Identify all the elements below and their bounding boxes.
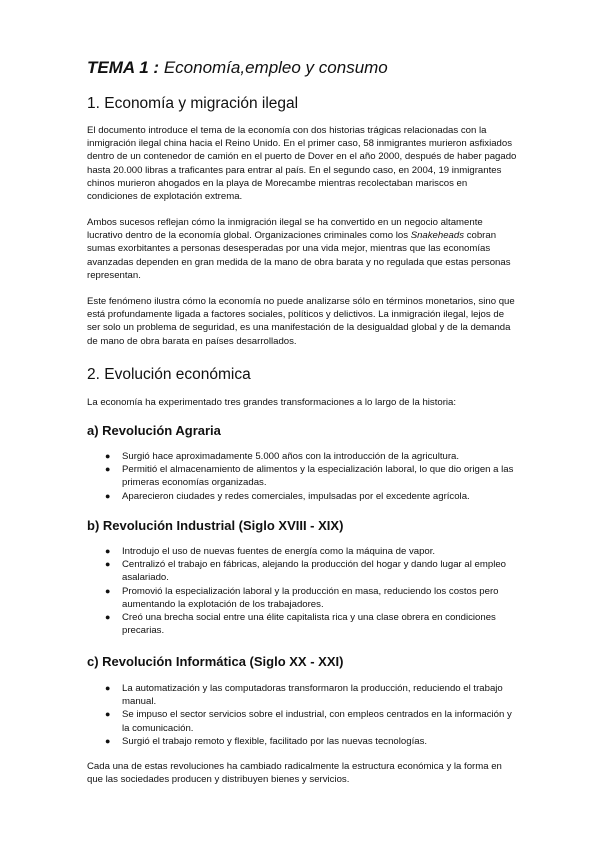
list-item: ● La automatización y las computadoras transformaron la producción, reduciendo el trabajo manual. [105,683,503,708]
bullet-icon: ● [105,735,111,746]
subsection-a-heading: a) Revolución Agraria [87,423,221,438]
subsection-b-list [87,545,517,637]
list-item: ● Se impuso el sector servicios sobre el industrial, con empleos centrados en la información y la comunicación. [105,709,512,734]
section2-closing: Cada una de estas revoluciones ha cambiado radicalmente la estructura económica y la forma en que las sociedades producen y distribuyen bienes y servicios. [87,761,502,786]
list-item: ● Centralizó el trabajo en fábricas, alejando la producción del hogar y dando lugar al empleo asalariado. [105,559,506,584]
bullet-icon: ● [105,546,111,556]
list-item: ● Surgió el trabajo remoto y flexible, facilitado por las nuevas tecnologías. [105,735,428,747]
bullet-icon: ● [105,585,111,596]
section2-heading: 2. Evolución económica [87,366,251,383]
section2-intro: La economía ha experimentado tres grandes transformaciones a lo largo de la historia: [87,397,457,408]
list-item: ● Promovió la especialización laboral y la producción en masa, reduciendo los costos pero aumentando la explotación de los trabajadores. [105,585,499,610]
title-prefix: TEMA 1 : [87,58,160,77]
bullet-icon: ● [105,612,111,623]
list-item: ● Surgió hace aproximadamente 5.000 años con la introducción de la agricultura. [105,451,460,462]
p2-text-after: cobran sumas exorbitantes a personas desesperadas por una vida mejor, mientras que las economías avanzadas dependen en gran medida de la mano de obra barata y no regulada que estas personas representan. [87,230,511,281]
subsection-a-list [87,450,517,503]
bullet-icon: ● [105,559,111,570]
list-item: ● Aparecieron ciudades y redes comerciales, impulsadas por el excedente agrícola. [105,490,470,502]
bullet-icon: ● [105,464,111,475]
bullet-icon: ● [105,709,111,720]
section1-paragraph-3: Este fenómeno ilustra cómo la economía no puede analizarse sólo en términos monetarios, sino que está profundamente ligada a factores sociales, políticos y delictivos. La inmigración ilegal, lejos de ser solo un problema de seguridad, es una manifestación de la desigualdad global y de la demanda de mano de obra barata en países desarrollados. [87,296,515,347]
list-item: ● Introdujo el uso de nuevas fuentes de energía como la máquina de vapor. [105,546,436,557]
p2-text-before: Ambos sucesos reflejan cómo la inmigración ilegal se ha convertido en un negocio altamente lucrativo dentro de la economía global. Organizaciones criminales como los [87,217,483,242]
bullet-icon: ● [105,451,111,461]
subsection-b-heading: b) Revolución Industrial (Siglo XVIII - XIX) [87,518,344,533]
subsection-c-list [87,682,517,748]
section1-heading: 1. Economía y migración ilegal [87,95,299,112]
page-title [87,58,388,78]
list-item: ● Creó una brecha social entre una élite capitalista rica y una clase obrera en condiciones precarias. [105,612,496,637]
title-subject: Economía,empleo y consumo [159,58,388,77]
subsection-c-heading: c) Revolución Informática (Siglo XX - XXI) [87,654,344,669]
section1-paragraph-2 [87,216,517,282]
list-item: ● Permitió el almacenamiento de alimentos y la especialización laboral, lo que dio origen a las primeras economías organizadas. [105,464,514,489]
bullet-icon: ● [105,490,111,501]
bullet-icon: ● [105,683,111,693]
section1-paragraph-1: El documento introduce el tema de la economía con dos historias trágicas relacionadas con la inmigración ilegal china hacia el Reino Unido. En el primer caso, 58 inmigrantes murieron asfixiados dentro de un contenedor de camión en el puerto de Dover en el año 2000, después de haber pagado hasta 20.000 libras a traficantes para entrar al país. En el segundo caso, en 2004, 19 inmigrantes chinos murieron ahogados en la playa de Morecambe mientras recolectaban mariscos en condiciones de explotación extrema. [87,125,517,203]
p2-italic-term: Snakeheads [410,230,465,242]
